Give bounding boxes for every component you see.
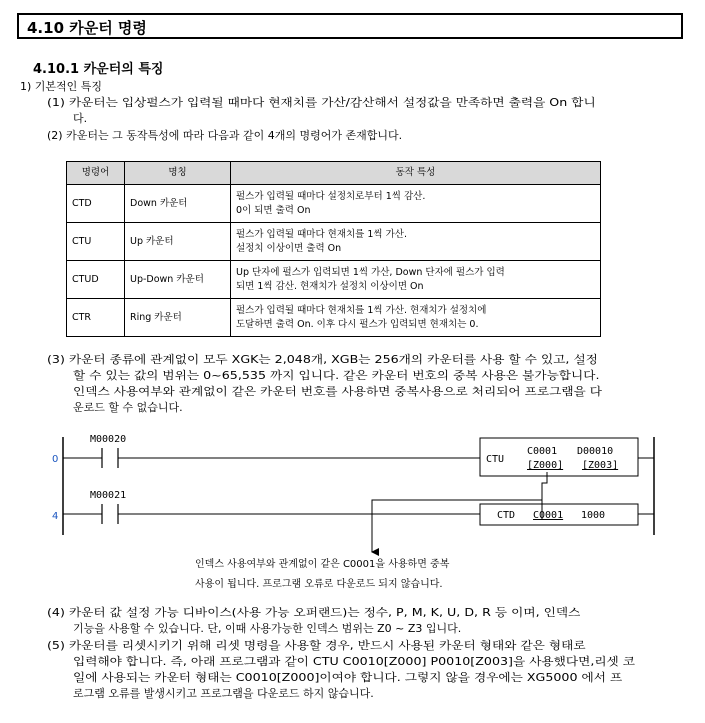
ctu-index-2: [Z003] [582, 460, 619, 471]
ctd-operand-setvalue: 1000 [581, 510, 606, 521]
p5-line4: 로그램 오류를 발생시키고 프로그램을 다운로드 하지 않습니다. [73, 687, 374, 700]
p5-line2: 입력해야 합니다. 즉, 아래 프로그램과 같이 CTU C0010[Z000] P0010[Z003]을 사용했다면,리셋 코 [73, 655, 636, 668]
p5-line1: (5) 카운터를 리셋시키기 위해 리셋 명령을 사용할 경우, 반드시 사용된 카운터 형태와 같은 형태로 [47, 639, 586, 652]
p4-line2: 기능을 사용할 수 있습니다. 단, 이때 사용가능한 인덱스 범위는 Z0 ~ Z3 입니다. [73, 622, 462, 635]
desc-line: Up 단자에 펄스가 입력되면 1씩 가산, Down 단자에 펄스가 입력 [236, 266, 505, 278]
table-header-cell: 명령어 [67, 162, 125, 185]
counter-feature-table [66, 161, 601, 337]
p3-line4: 운로드 할 수 없습니다. [73, 401, 183, 414]
table-header-row [67, 162, 601, 185]
p3-line1: (3) 카운터 종류에 관계없이 모두 XGK는 2,048개, XGB는 256개의 카운터를 사용 할 수 있고, 설정 [47, 353, 598, 366]
contact-label-m00021: M00021 [90, 490, 127, 501]
table-cell-desc [231, 223, 601, 261]
contact-label-m00020: M00020 [90, 434, 127, 445]
ladder-note-line2: 사용이 됩니다. 프로그램 오류로 다운로드 되지 않습니다. [195, 579, 443, 590]
p4-line1: (4) 카운터 값 설정 가능 디바이스(사용 가능 오퍼랜드)는 정수, P, M, K, U, D, R 등 이며, 인덱스 [47, 606, 581, 619]
section-title: 4.10 카운터 명령 [27, 19, 147, 37]
table-row [67, 299, 601, 337]
desc-line: 0이 되면 출력 On [236, 204, 311, 216]
desc-line: 펄스가 입력될 때마다 현재치를 1씩 가산. 현재치가 설정치에 [236, 304, 487, 316]
desc-line: 펄스가 입력될 때마다 현재치를 1씩 가산. [236, 228, 407, 240]
table-cell-cmd: CTR [67, 299, 125, 337]
ladder-note-line1: 인덱스 사용여부와 관계없이 같은 C0001을 사용하면 중복 [195, 559, 450, 570]
table-cell-cmd: CTUD [67, 261, 125, 299]
subsection-title: 4.10.1 카운터의 특징 [33, 62, 164, 77]
step-number-4: 4 [52, 511, 59, 522]
table-row [67, 223, 601, 261]
table-cell-name: Up 카운터 [125, 223, 231, 261]
duplicate-usage-arrow [372, 472, 547, 552]
table-row [67, 261, 601, 299]
section-header-box [17, 13, 683, 39]
item1-p1-line1: (1) 카운터는 입상펄스가 입력될 때마다 현재치를 가산/감산해서 설정값을 만족하면 출력을 On 합니 [47, 96, 596, 109]
item1-heading: 1) 기본적인 특징 [20, 80, 103, 93]
table-header-cell: 명칭 [125, 162, 231, 185]
item1-p2-line1: (2) 카운터는 그 동작특성에 따라 다음과 같이 4개의 명령어가 존재합니다. [47, 129, 403, 142]
ctu-index-1: [Z000] [527, 460, 564, 471]
table-cell-name: Down 카운터 [125, 185, 231, 223]
table-cell-name: Up-Down 카운터 [125, 261, 231, 299]
ctu-operand-counter: C0001 [527, 446, 558, 457]
table-cell-cmd: CTD [67, 185, 125, 223]
table-cell-desc [231, 185, 601, 223]
table-header-cell: 동작 특성 [231, 162, 601, 185]
table-cell-desc [231, 261, 601, 299]
desc-line: 되면 1씩 감산. 현재치가 설정치 이상이면 On [236, 280, 424, 292]
table-cell-name: Ring 카운터 [125, 299, 231, 337]
ctd-command: CTD [497, 510, 516, 521]
p3-line2: 할 수 있는 값의 범위는 0~65,535 까지 입니다. 같은 카운터 번호의 중복 사용은 불가능합니다. [73, 369, 600, 382]
table-row [67, 185, 601, 223]
ctu-operand-setvalue: D00010 [577, 446, 614, 457]
p3-line3: 인덱스 사용여부와 관계없이 같은 카운터 번호를 사용하면 중복사용으로 처리되어 프로그램을 다 [73, 385, 603, 398]
table-cell-cmd: CTU [67, 223, 125, 261]
desc-line: 펄스가 입력될 때마다 설정치로부터 1씩 감산. [236, 190, 426, 202]
item1-p1-line2: 다. [73, 112, 88, 125]
ctu-command: CTU [486, 454, 505, 465]
ctd-operand-counter: C0001 [533, 510, 564, 521]
table-cell-desc [231, 299, 601, 337]
desc-line: 설정치 이상이면 출력 On [236, 242, 342, 254]
step-number-0: 0 [52, 454, 59, 465]
p5-line3: 일에 사용되는 카운터 형태는 C0010[Z000]이여야 합니다. 그렇지 않을 경우에는 XG5000 에서 프 [73, 671, 623, 684]
ladder-diagram [0, 426, 705, 596]
desc-line: 도달하면 출력 On. 이후 다시 펄스가 입력되면 현재치는 0. [236, 318, 479, 330]
